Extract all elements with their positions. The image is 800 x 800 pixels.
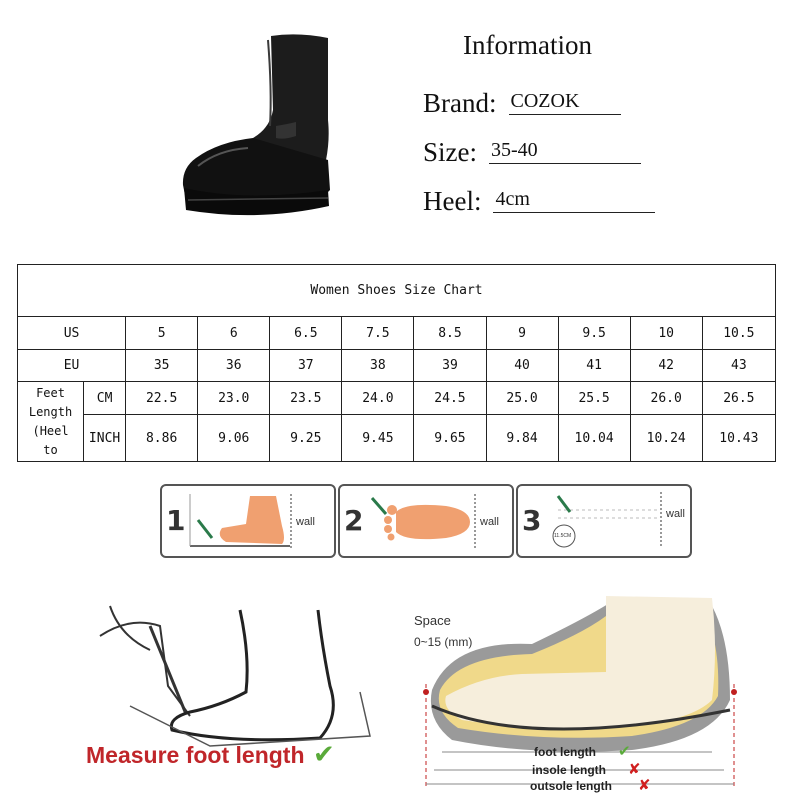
cm-cell: 25.0 [486,382,558,415]
inch-cell: 8.86 [126,415,198,462]
brand-label: Brand: [423,88,497,118]
size-chart-title: Women Shoes Size Chart [18,265,776,317]
wall-line [474,494,476,548]
us-cell: 5 [126,317,198,350]
outsole-length-label: outsole length [530,779,612,793]
step-number: 1 [166,504,186,537]
eu-cell: 36 [198,350,270,382]
cm-cell: 23.0 [198,382,270,415]
brand-value: COZOK [509,90,621,115]
inch-cell: 9.84 [486,415,558,462]
space-range: 0~15 (mm) [414,635,473,649]
feet-length-label: Feet Length (Heel to [18,382,84,462]
foot-side-icon [186,490,296,552]
us-cell: 9 [486,317,558,350]
check-icon: ✔ [313,740,335,770]
wall-label: wall [666,508,685,520]
step-1-panel [160,484,336,558]
cm-cell: 24.5 [414,382,486,415]
space-label: Space [414,613,451,628]
inch-cell: 10.04 [558,415,630,462]
heel-value: 4cm [493,188,655,213]
inch-label: INCH [84,415,126,462]
size-label: Size: [423,137,477,167]
eu-cell: 41 [558,350,630,382]
foot-top-icon [366,492,476,550]
us-cell: 9.5 [558,317,630,350]
eu-cell: 40 [486,350,558,382]
heel-label: Heel: [423,186,482,216]
inch-cell: 9.06 [198,415,270,462]
eu-cell: 35 [126,350,198,382]
cm-cell: 26.0 [630,382,702,415]
eu-cell: 42 [630,350,702,382]
us-cell: 6 [198,317,270,350]
inch-cell: 9.45 [342,415,414,462]
info-title: Information [463,30,592,60]
step-number: 3 [522,504,542,537]
measure-foot-caption: Measure foot length [86,742,305,768]
us-row [18,317,776,350]
step-3-panel [516,484,692,558]
step-2-panel [338,484,514,558]
us-cell: 8.5 [414,317,486,350]
eu-cell: 39 [414,350,486,382]
us-cell: 10.5 [702,317,775,350]
ruler-icon [544,490,664,552]
brand-row [423,88,621,119]
size-row [423,137,641,168]
check-icon: ✔ [618,742,631,760]
us-cell: 10 [630,317,702,350]
cm-label: CM [84,382,126,415]
cross-icon: ✘ [628,760,641,778]
inch-cell: 10.43 [702,415,775,462]
eu-cell: 38 [342,350,414,382]
us-cell: 7.5 [342,317,414,350]
cross-icon: ✘ [638,776,651,794]
eu-label: EU [18,350,126,382]
heel-row [423,186,655,217]
insole-length-label: insole length [532,763,607,777]
eu-row [18,350,776,382]
wall-line [290,494,292,548]
shoe-cross-section [412,580,752,792]
eu-cell: 37 [270,350,342,382]
inch-cell: 10.24 [630,415,702,462]
cm-cell: 22.5 [126,382,198,415]
wall-label: wall [296,516,315,528]
inch-cell: 9.65 [414,415,486,462]
step-number: 2 [344,504,364,537]
us-cell: 6.5 [270,317,342,350]
inch-row [18,415,776,462]
measure-value: 11.5CM [554,533,572,539]
wall-label: wall [480,516,499,528]
foot-length-label: foot length [534,745,596,759]
eu-cell: 43 [702,350,775,382]
boot-image [178,30,338,220]
wall-line [660,492,662,546]
cm-cell: 26.5 [702,382,775,415]
cm-cell: 23.5 [270,382,342,415]
inch-cell: 9.25 [270,415,342,462]
size-value: 35-40 [489,139,641,164]
cm-cell: 25.5 [558,382,630,415]
size-chart-table [17,264,776,462]
cm-row [18,382,776,415]
us-label: US [18,317,126,350]
cm-cell: 24.0 [342,382,414,415]
